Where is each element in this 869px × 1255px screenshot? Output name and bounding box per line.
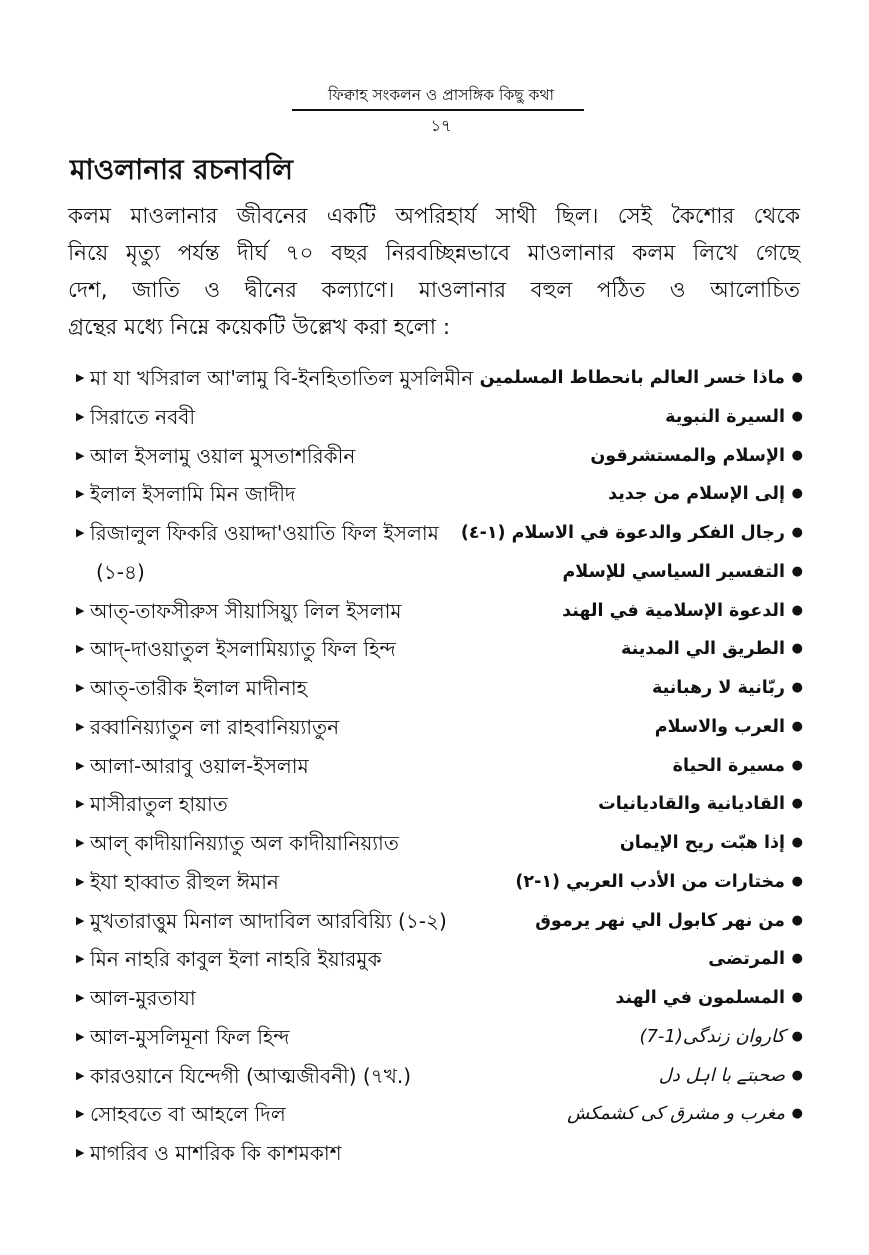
bengali-title-item — [76, 438, 506, 474]
round-bullet-icon: ● — [791, 408, 803, 424]
bengali-title-item — [76, 748, 506, 784]
round-bullet-icon: ● — [791, 1028, 803, 1044]
bengali-title: আলা-আরাবু ওয়াল-ইসলাম — [90, 753, 309, 778]
book-row — [0, 670, 869, 706]
round-bullet-icon: ● — [791, 563, 803, 579]
triangle-bullet-icon: ▶ — [76, 952, 85, 966]
book-row — [0, 476, 869, 512]
arabic-title: إذا هبّت ريح الإيمان — [619, 833, 785, 853]
book-row — [0, 360, 869, 396]
intro-line: নিয়ে মৃত্যু পর্যন্ত দীর্ঘ ৭০ বছর নিরবচ্ছিন্নভাবে মাওলানার কলম লিখে গেছে — [68, 241, 800, 266]
triangle-bullet-icon: ▶ — [76, 409, 85, 423]
bengali-title: ইলাল ইসলামি মিন জাদীদ — [90, 482, 296, 507]
book-row — [0, 438, 869, 474]
book-row — [0, 786, 869, 822]
triangle-bullet-icon: ▶ — [76, 681, 85, 694]
triangle-bullet-icon: ▶ — [76, 526, 85, 539]
triangle-bullet-icon: ▶ — [76, 487, 85, 501]
round-bullet-icon: ● — [791, 912, 803, 928]
arabic-title-item — [590, 438, 803, 474]
round-bullet-icon: ● — [791, 796, 803, 812]
arabic-title: إلى الإسلام من جديد — [608, 484, 785, 505]
triangle-bullet-icon: ▶ — [76, 991, 85, 1004]
bengali-title-item — [76, 1019, 506, 1055]
round-bullet-icon: ● — [791, 447, 803, 463]
arabic-title: الدعوة الإسلامية في الهند — [562, 600, 785, 621]
bengali-title-item — [76, 670, 506, 706]
bengali-title: আল ইসলামু ওয়াল মুসতাশরিকীন — [90, 443, 356, 468]
arabic-title-item — [535, 903, 803, 939]
book-row — [0, 1019, 869, 1055]
book-row — [0, 1096, 869, 1132]
triangle-bullet-icon: ▶ — [76, 642, 85, 656]
arabic-title: کاروان زندگی(1-7) — [639, 1025, 785, 1047]
running-header-title: ফিক্বাহ সংকলন ও প্রাসঙ্গিক কিছু কথা — [327, 86, 555, 104]
triangle-bullet-icon: ▶ — [76, 1146, 85, 1159]
bengali-title-item — [76, 631, 506, 667]
triangle-bullet-icon: ▶ — [76, 797, 85, 811]
bengali-title: সোহবতে বা আহলে দিল — [90, 1102, 286, 1127]
book-row — [0, 554, 869, 590]
arabic-title: الإسلام والمستشرقون — [590, 445, 785, 466]
bengali-title-item — [76, 593, 506, 629]
arabic-title: المسلمون في الهند — [615, 988, 785, 1008]
arabic-title-item — [515, 864, 803, 900]
intro-line: দেশ, জাতি ও দ্বীনের কল্যাণে। মাওলানার বহুল পঠিত ও আলোচিত — [68, 278, 800, 303]
arabic-title-item — [461, 515, 803, 551]
arabic-title-item — [655, 709, 803, 745]
bengali-title: সিরাতে নববী — [90, 404, 196, 429]
triangle-bullet-icon: ▶ — [76, 1068, 85, 1082]
arabic-title: الطريق الي المدينة — [620, 639, 785, 660]
arabic-title-item — [480, 360, 803, 396]
arabic-title-item — [659, 1058, 803, 1094]
arabic-title-item — [562, 554, 803, 590]
round-bullet-icon: ● — [791, 835, 803, 850]
triangle-bullet-icon: ▶ — [76, 1029, 85, 1043]
bengali-title-item — [76, 515, 506, 551]
arabic-title: ربّانية لا رهبانية — [651, 678, 785, 698]
round-bullet-icon: ● — [791, 990, 803, 1005]
bengali-title-item — [76, 825, 506, 861]
round-bullet-icon: ● — [791, 486, 803, 502]
triangle-bullet-icon: ▶ — [76, 758, 85, 772]
arabic-title-item — [620, 825, 803, 861]
bengali-title: মিন নাহরি কাবুল ইলা নাহরি ইয়ারমুক — [90, 947, 382, 972]
bengali-title: আদ্-দাওয়াতুল ইসলামিয়্যাতু ফিল হিন্দ — [90, 637, 396, 662]
bengali-title-item — [76, 864, 506, 900]
arabic-title: مختارات من الأدب العربي (١-٢) — [515, 871, 785, 892]
bengali-title: আত্-তারীক ইলাল মাদীনাহ — [90, 676, 308, 700]
round-bullet-icon: ● — [791, 951, 803, 967]
bengali-title: আত্-তাফসীরুস সীয়াসিয়্যু লিল ইসলাম — [90, 598, 402, 623]
round-bullet-icon: ● — [791, 1067, 803, 1083]
bengali-title-item — [76, 709, 506, 745]
arabic-title: مسيرة الحياة — [672, 755, 785, 776]
book-row — [0, 631, 869, 667]
triangle-bullet-icon: ▶ — [76, 836, 85, 849]
arabic-title: القاديانية والقاديانيات — [598, 794, 785, 815]
book-row — [0, 864, 869, 900]
book-row — [0, 399, 869, 435]
arabic-title: التفسير السياسي للإسلام — [562, 561, 785, 582]
triangle-bullet-icon: ▶ — [76, 1107, 85, 1121]
triangle-bullet-icon: ▶ — [76, 874, 85, 888]
bengali-title: রব্বানিয়্যাতুন লা রাহবানিয়্যাতুন — [90, 714, 340, 739]
round-bullet-icon: ● — [791, 873, 803, 889]
arabic-title-item — [608, 476, 803, 512]
bengali-title-item — [76, 360, 506, 396]
bengali-title: মুখতারাত্তুম মিনাল আদাবিল আরবিয়্যি (১-২) — [90, 908, 447, 933]
triangle-bullet-icon: ▶ — [76, 448, 85, 462]
arabic-title-item — [598, 786, 803, 822]
triangle-bullet-icon: ▶ — [76, 719, 85, 733]
bengali-title: কারওয়ানে যিন্দেগী (আত্মজীবনী) (৭খ.) — [90, 1063, 412, 1088]
book-row — [0, 941, 869, 977]
book-row — [0, 709, 869, 745]
book-row — [0, 593, 869, 629]
arabic-title-item — [673, 748, 803, 784]
bengali-title: ইযা হাব্বাত রীহুল ঈমান — [90, 869, 279, 894]
arabic-title-item — [639, 1019, 803, 1055]
arabic-title: المرتضى — [708, 949, 785, 970]
arabic-title: مغرب و مشرق کی کشمکش — [567, 1103, 785, 1125]
arabic-title-item — [652, 670, 803, 706]
bengali-title-continuation: (১-৪) — [96, 559, 145, 584]
arabic-title: العرب والاسلام — [654, 716, 785, 737]
book-row — [0, 748, 869, 784]
bengali-title: রিজালুল ফিকরি ওয়াদ্দা'ওয়াতি ফিল ইসলাম — [90, 521, 439, 545]
arabic-title-item — [665, 399, 803, 435]
arabic-title: ماذا خسر العالم بانحطاط المسلمين — [479, 368, 785, 388]
bengali-title-item — [76, 786, 506, 822]
book-row — [0, 1135, 869, 1171]
round-bullet-icon: ● — [791, 525, 803, 540]
bengali-title: মাসীরাতুল হায়াত — [90, 792, 228, 817]
bengali-title-item — [76, 399, 506, 435]
round-bullet-icon: ● — [791, 370, 803, 385]
bengali-title: মাগরিব ও মাশরিক কি কাশমকাশ — [90, 1141, 342, 1165]
triangle-bullet-icon: ▶ — [76, 913, 85, 927]
arabic-title: السيرة النبوية — [665, 406, 785, 427]
triangle-bullet-icon: ▶ — [76, 371, 85, 384]
round-bullet-icon: ● — [791, 757, 803, 773]
intro-line: গ্রন্থের মধ্যে নিম্নে কয়েকটি উল্লেখ করা হলো : — [68, 315, 451, 340]
arabic-title-item — [562, 593, 803, 629]
book-row — [0, 1058, 869, 1094]
section-title: মাওলানার রচনাবলি — [70, 153, 294, 186]
arabic-title-item — [615, 980, 803, 1016]
arabic-title: صحبتے با اہل دل — [658, 1064, 785, 1086]
bengali-title-item — [76, 903, 506, 939]
triangle-bullet-icon: ▶ — [76, 603, 85, 617]
arabic-title-item — [708, 941, 803, 977]
bengali-title-item — [76, 1058, 506, 1094]
bengali-title: আল্ কাদীয়ানিয়্যাতু অল কাদীয়ানিয়্যাত — [90, 831, 399, 855]
round-bullet-icon: ● — [791, 602, 803, 618]
bengali-title-item — [76, 1096, 506, 1132]
bengali-title: আল-মুরতাযা — [90, 986, 196, 1010]
arabic-title-item — [567, 1096, 803, 1132]
round-bullet-icon: ● — [791, 680, 803, 695]
arabic-title-item — [621, 631, 803, 667]
book-row — [0, 825, 869, 861]
arabic-title: من نهر كابول الي نهر يرموق — [535, 910, 785, 931]
book-row — [0, 980, 869, 1016]
book-row — [0, 903, 869, 939]
bengali-title-item — [76, 941, 506, 977]
round-bullet-icon: ● — [791, 641, 803, 657]
bengali-title-item — [76, 1135, 506, 1171]
round-bullet-icon: ● — [791, 1106, 803, 1122]
bengali-title-item — [76, 980, 506, 1016]
bengali-title: মা যা খসিরাল আ'লামু বি-ইনহিতাতিল মুসলিমীন — [90, 366, 474, 390]
round-bullet-icon: ● — [791, 718, 803, 734]
intro-line: কলম মাওলানার জীবনের একটি অপরিহার্য সাথী ছিল। সেই কৈশোর থেকে — [68, 204, 800, 229]
page-number: ১৭ — [430, 116, 452, 135]
arabic-title: رجال الفكر والدعوة في الاسلام (١-٤) — [460, 523, 785, 543]
bengali-title: আল-মুসলিমূনা ফিল হিন্দ — [90, 1024, 290, 1049]
bengali-title-item — [76, 476, 506, 512]
